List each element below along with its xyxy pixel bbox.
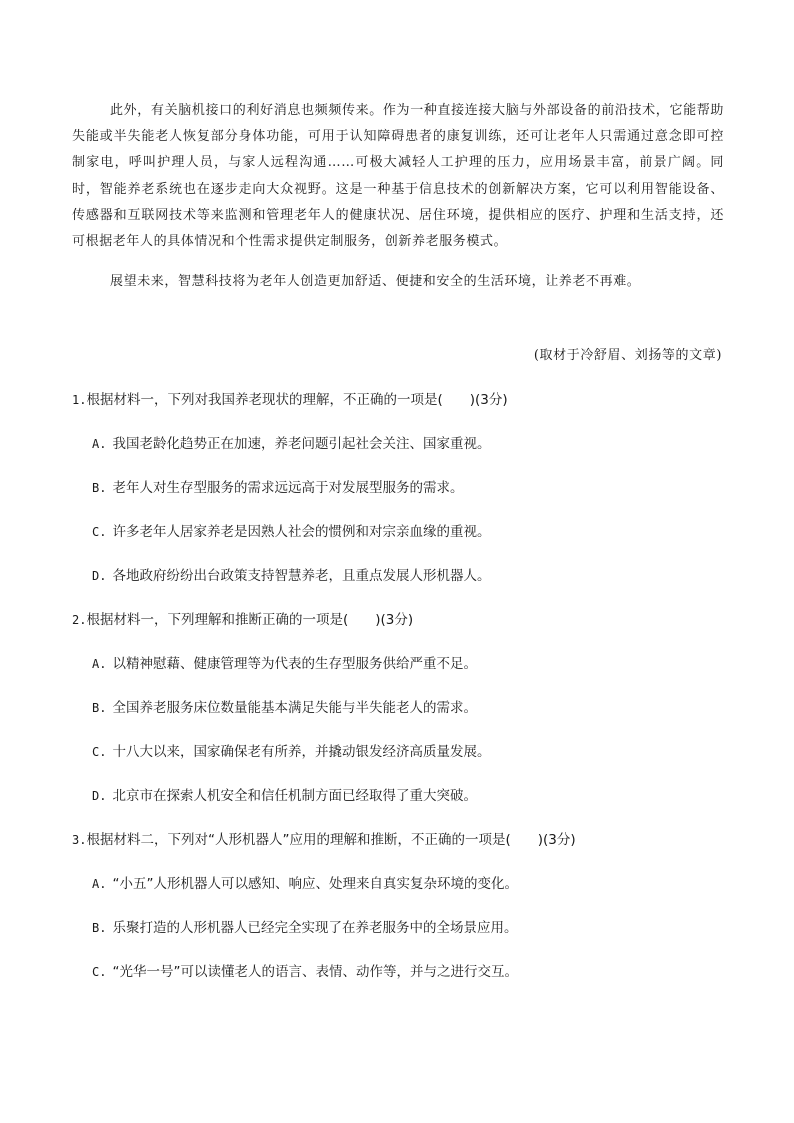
option-text: “光华一号”可以读懂老人的语言、表情、动作等，并与之进行交互。 <box>112 964 518 980</box>
option-c <box>92 960 724 984</box>
question-stem <box>72 608 724 632</box>
option-letter: A. <box>92 657 107 671</box>
passage-paragraph-closing: 展望未来，智慧科技将为老年人创造更加舒适、便捷和安全的生活环境，让养老不再难。 <box>110 274 641 290</box>
option-text: 北京市在探索人机安全和信任机制方面已经取得了重大突破。 <box>112 788 477 804</box>
option-b <box>92 696 724 720</box>
option-d <box>92 784 724 808</box>
question-text: 根据材料一，下列对我国养老现状的理解，不正确的一项是( )(3分) <box>86 392 508 408</box>
question-1 <box>72 388 724 588</box>
option-text: 老年人对生存型服务的需求远远高于对发展型服务的需求。 <box>112 480 464 496</box>
option-list <box>72 652 724 808</box>
passage <box>72 98 724 295</box>
option-letter: C. <box>92 965 107 979</box>
option-letter: B. <box>92 921 107 935</box>
question-text: 根据材料二，下列对“人形机器人”应用的理解和推断，不正确的一项是( )(3分) <box>86 832 576 848</box>
question-3 <box>72 828 724 984</box>
option-letter: A. <box>92 877 107 891</box>
question-number: 2. <box>72 613 87 627</box>
option-a <box>92 432 724 456</box>
option-text: 各地政府纷纷出台政策支持智慧养老，且重点发展人形机器人。 <box>112 568 491 584</box>
option-letter: D. <box>92 789 107 803</box>
option-text: 许多老年人居家养老是因熟人社会的惯例和对宗亲血缘的重视。 <box>112 524 491 540</box>
passage-paragraph: 此外，有关脑机接口的利好消息也频频传来。作为一种直接连接大脑与外部设备的前沿技术，它能帮助失能或半失能老人恢复部分身体功能，可用于认知障碍患者的康复训练，还可让老年人只需通过意念即可控制家电，呼叫护理人员，与家人远程沟通……可极大减轻人工护理的压力，应用场景丰富，前景广阔。同时，智能养老系统也在逐步走向大众视野。这是一种基于信息技术的创新解决方案，它可以利用智能设备、传感器和互联网技术等来监测和管理老年人的健康状况、居住环境，提供相应的医疗、护理和生活支持，还可根据老年人的具体情况和个性需求提供定制服务，创新养老服务模式。 <box>72 103 724 250</box>
option-letter: C. <box>92 525 107 539</box>
question-number: 1. <box>72 393 87 407</box>
option-list <box>72 432 724 588</box>
question-stem <box>72 388 724 412</box>
option-a <box>92 872 724 896</box>
question-number: 3. <box>72 833 87 847</box>
option-text: 我国老龄化趋势正在加速，养老问题引起社会关注、国家重视。 <box>112 436 491 452</box>
question-2 <box>72 608 724 808</box>
option-text: 以精神慰藉、健康管理等为代表的生存型服务供给严重不足。 <box>112 656 477 672</box>
option-letter: C. <box>92 745 107 759</box>
option-letter: D. <box>92 569 107 583</box>
option-letter: B. <box>92 481 107 495</box>
option-b <box>92 916 724 940</box>
option-letter: A. <box>92 437 107 451</box>
option-text: “小五”人形机器人可以感知、响应、处理来自真实复杂环境的变化。 <box>112 876 518 892</box>
question-text: 根据材料一，下列理解和推断正确的一项是( )(3分) <box>86 612 414 628</box>
question-stem <box>72 828 724 852</box>
option-text: 十八大以来，国家确保老有所养，并撬动银发经济高质量发展。 <box>112 744 491 760</box>
option-list <box>72 872 724 984</box>
option-d <box>92 564 724 588</box>
option-letter: B. <box>92 701 107 715</box>
passage-source: (取材于冷舒眉、刘扬等的文章) <box>533 348 722 363</box>
option-c <box>92 520 724 544</box>
option-c <box>92 740 724 764</box>
question-list <box>72 388 724 984</box>
option-a <box>92 652 724 676</box>
option-text: 全国养老服务床位数量能基本满足失能与半失能老人的需求。 <box>112 700 477 716</box>
option-text: 乐聚打造的人形机器人已经完全实现了在养老服务中的全场景应用。 <box>112 920 518 936</box>
option-b <box>92 476 724 500</box>
